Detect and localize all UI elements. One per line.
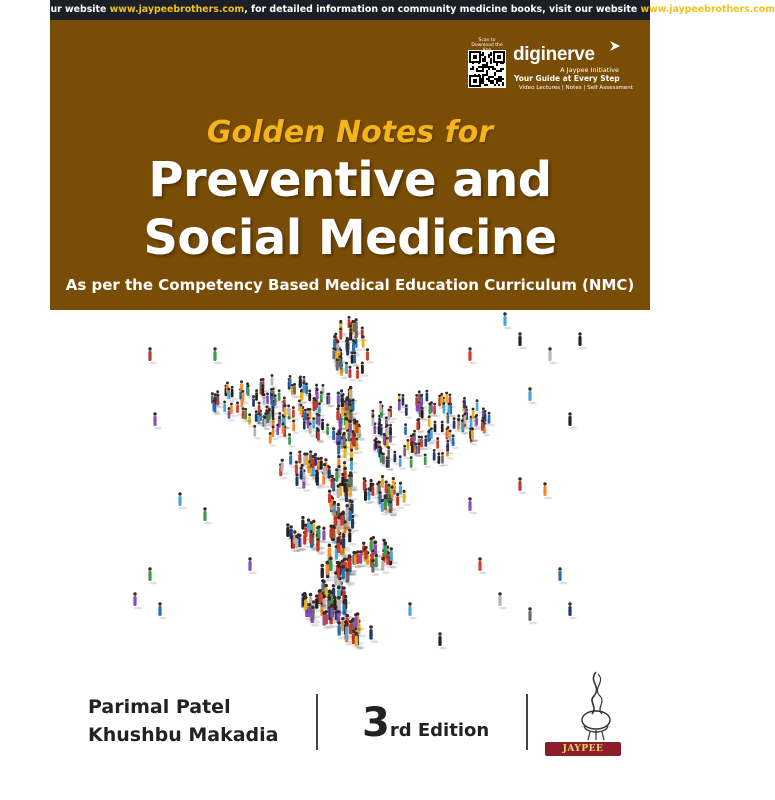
title-line-1: Preventive and [148, 152, 552, 208]
diginerve-logo: diginerve [513, 44, 595, 65]
qr-code-icon[interactable] [468, 50, 506, 88]
book-cover [44, 0, 775, 800]
diginerve-arrow-icon [608, 39, 622, 53]
divider [316, 694, 318, 750]
strip-website-link-2[interactable]: www.jaypeebrothers.com [640, 4, 775, 15]
strip-website-link[interactable]: www.jaypeebrothers.com [109, 4, 245, 15]
edition-number: 3 [362, 700, 390, 746]
diginerve-tagline: Your Guide at Every Step [514, 74, 620, 83]
diginerve-features: Video Lectures | Notes | Self Assessment [518, 85, 633, 91]
strip-prefix: our website [44, 4, 110, 15]
crowd-caduceus-illustration [50, 310, 650, 660]
strip-middle-text: , for detailed information on community medicine books, visit our website [244, 4, 641, 15]
top-info-strip [44, 0, 775, 20]
author-name: Khushbu Makadia [88, 724, 279, 746]
diginerve-block [468, 38, 638, 98]
cover-subtitle: As per the Competency Based Medical Education Curriculum (NMC) [65, 276, 635, 294]
author-name: Parimal Patel [88, 696, 231, 718]
edition-label [362, 700, 489, 746]
divider [526, 694, 528, 750]
bottom-bar [50, 660, 650, 800]
diginerve-subtitle: A Jaypee Initiative [560, 66, 619, 74]
publisher-label: JAYPEE [545, 742, 621, 756]
edition-suffix: rd Edition [389, 720, 490, 741]
scan-caption: Scan to Download the [471, 38, 503, 48]
title-lead: Golden Notes for [206, 115, 494, 150]
title-line-2: Social Medicine [143, 210, 557, 266]
